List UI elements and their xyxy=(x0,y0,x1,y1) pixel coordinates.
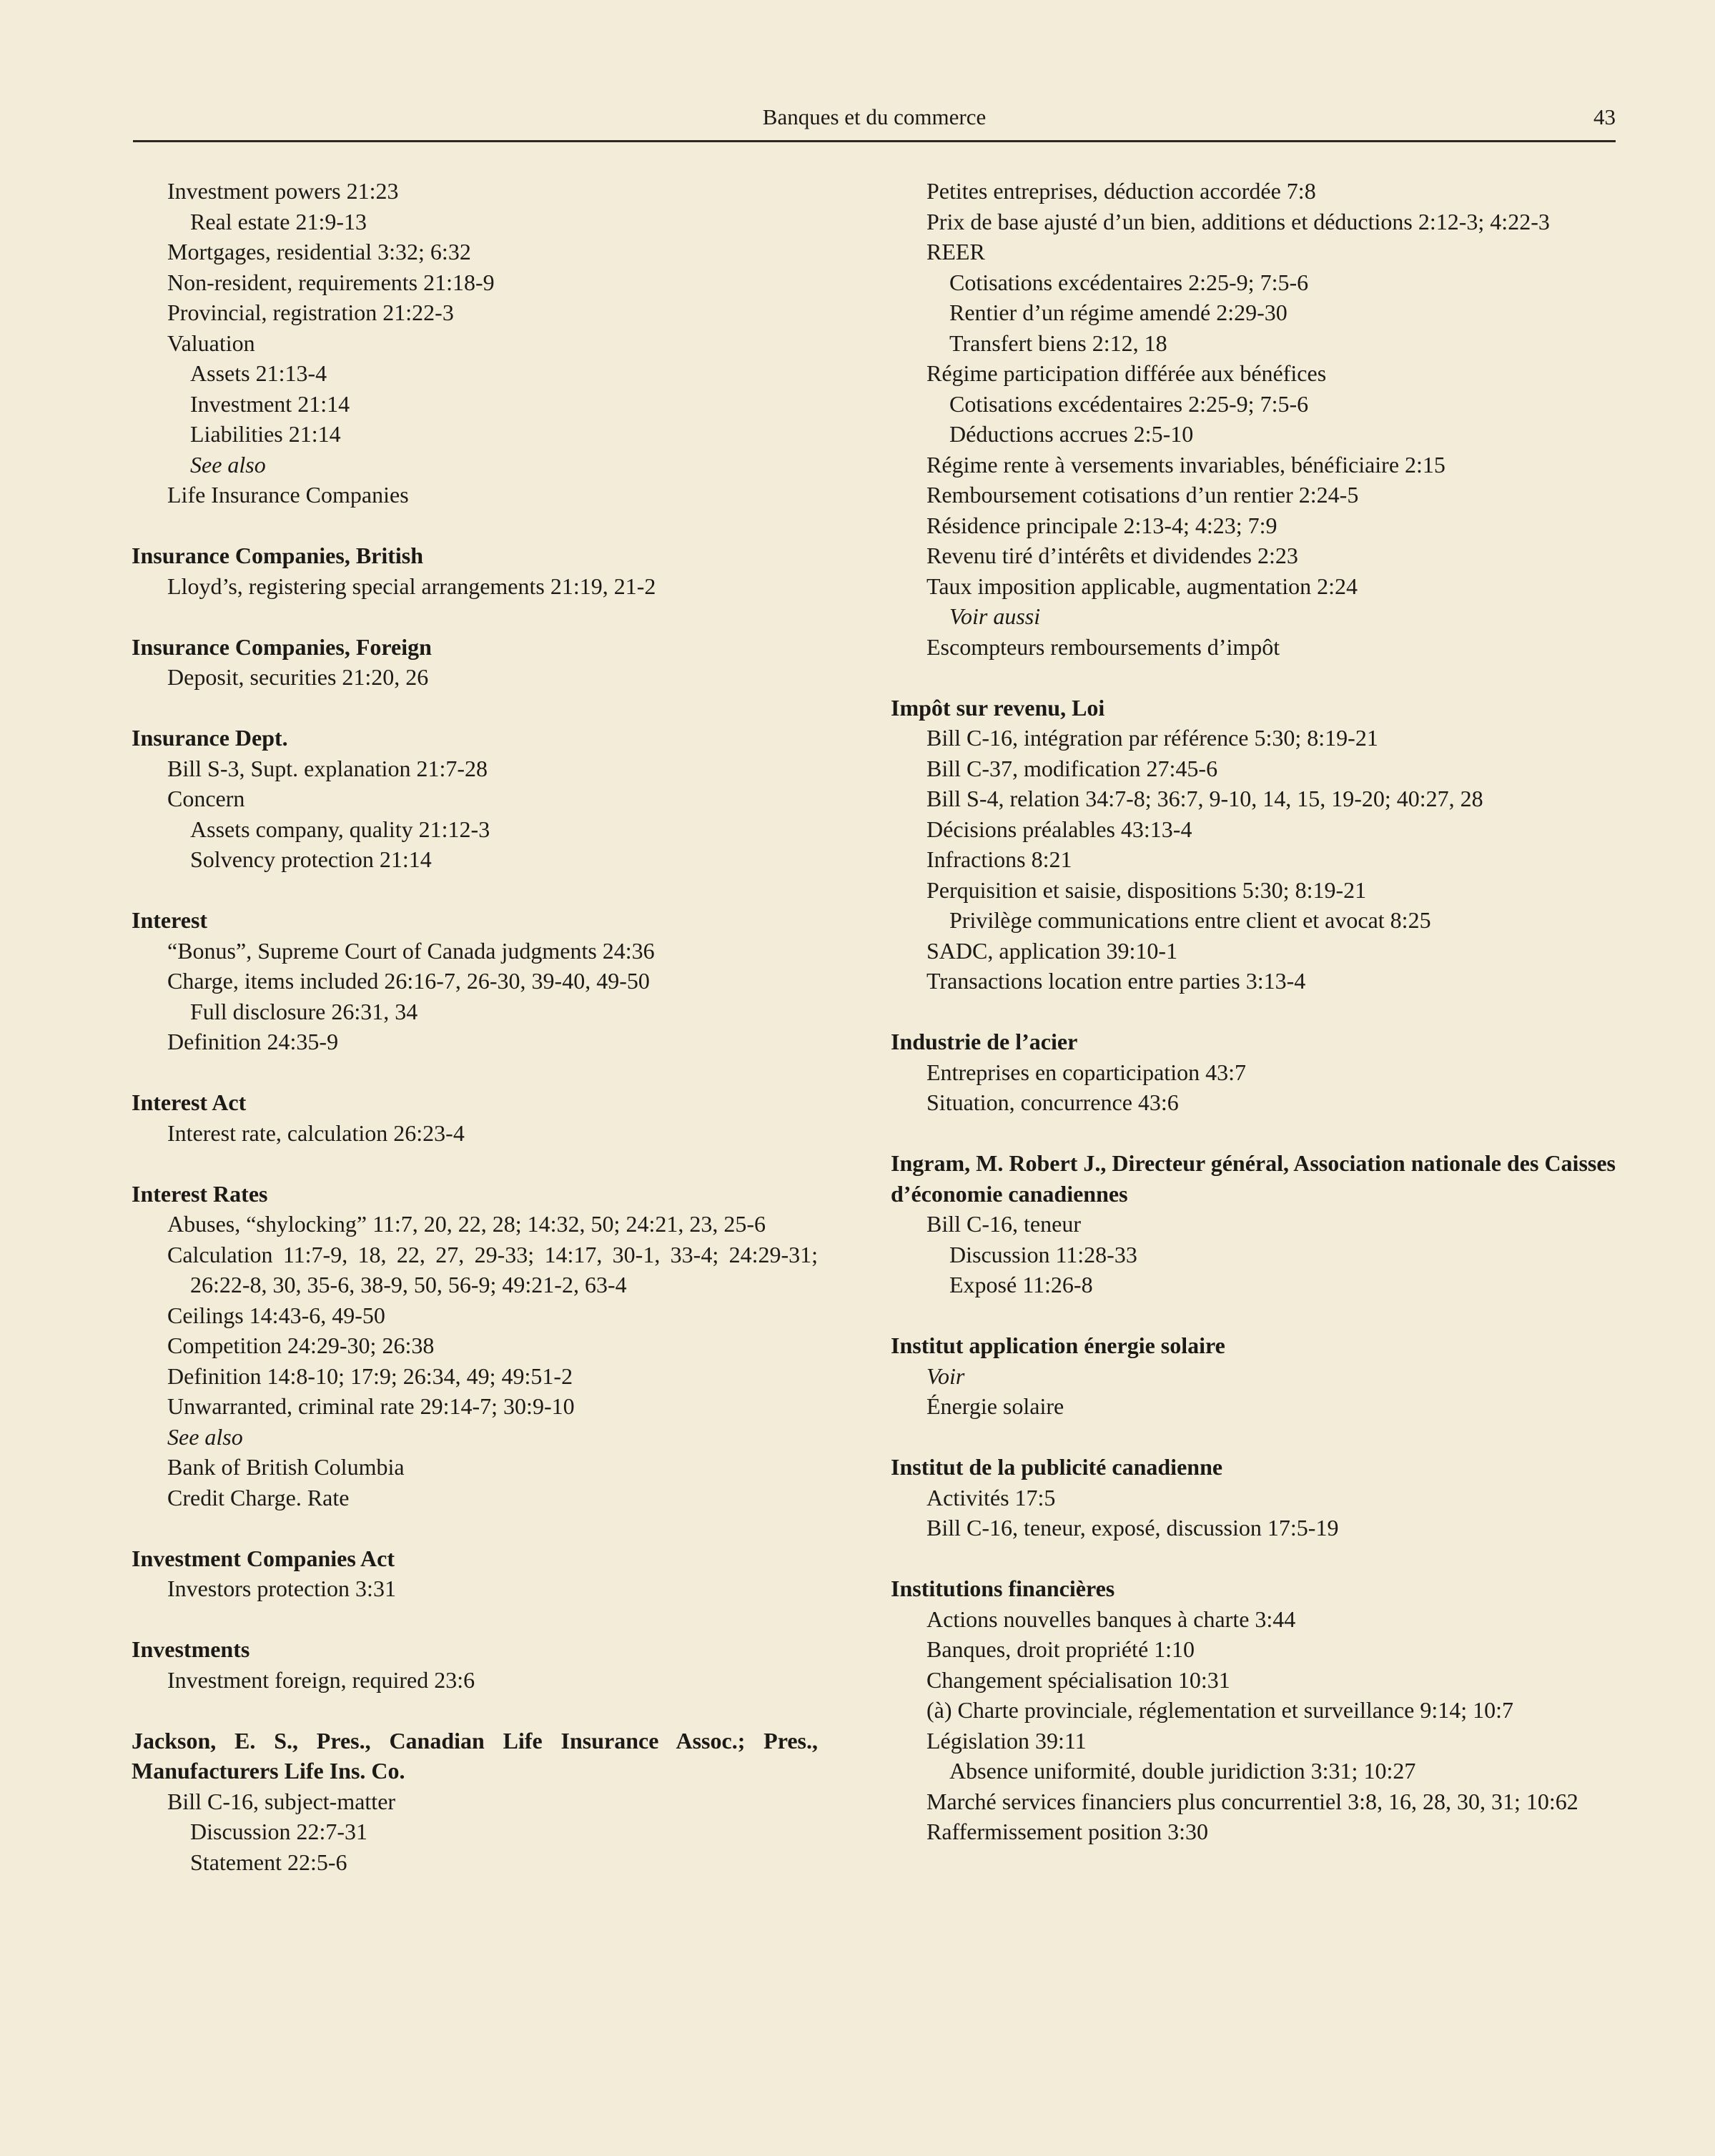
subentry-line: Bill C-37, modification 27:45-6 xyxy=(926,755,1218,781)
subentry-line: Perquisition et saisie, dispositions 5:30; 8:19-21 xyxy=(926,876,1367,903)
subentry-line: Abuses, “shylocking” 11:7, 20, 22, 28; 14:32, 50; 24:21, 23, 25-6 xyxy=(167,1211,766,1237)
entry-heading: Industrie de l’acier xyxy=(891,1029,1078,1054)
index-entry xyxy=(132,1087,818,1148)
subentry-line: Investors protection 3:31 xyxy=(167,1576,396,1601)
subentry-line: Definition 24:35-9 xyxy=(167,1029,339,1054)
subentry-line: Entreprises en coparticipation 43:7 xyxy=(926,1059,1246,1085)
index-entry xyxy=(891,693,1616,997)
subentry-line: Calculation 11:7-9, 18, 22, 27, 29-33; 14:17, 30-1, 33-4; 24:29-31; 26:22-8, 30, 35-6, 38-9, 50, 56-9; 49:21-2, 63-4 xyxy=(167,1241,818,1297)
subentry-line: Transactions location entre parties 3:13-4 xyxy=(926,968,1306,994)
entry-heading: Interest Act xyxy=(132,1089,247,1115)
sub-subentry-line: Transfert biens 2:12, 18 xyxy=(949,330,1167,356)
subentry-line: Non-resident, requirements 21:18-9 xyxy=(167,269,495,295)
page-header xyxy=(133,100,1616,142)
subentry-line: Changement spécialisation 10:31 xyxy=(926,1666,1230,1693)
sub-subentry-line: Investment 21:14 xyxy=(190,390,350,417)
sub-subentry-line: Statement 22:5-6 xyxy=(190,1849,347,1875)
index-entry xyxy=(132,632,818,693)
subentry-line: Definition 14:8-10; 17:9; 26:34, 49; 49:51-2 xyxy=(167,1363,573,1389)
subentry-line: Infractions 8:21 xyxy=(926,846,1072,872)
index-entry xyxy=(132,1543,818,1604)
subentry-line: Interest rate, calculation 26:23-4 xyxy=(167,1119,465,1146)
subentry-line: REER xyxy=(926,239,985,264)
subentry-line: Régime rente à versements invariables, bénéficiaire 2:15 xyxy=(926,451,1445,478)
subentry-line: Competition 24:29-30; 26:38 xyxy=(167,1332,435,1358)
sub-subentry-line: Assets 21:13-4 xyxy=(190,360,327,386)
sub-subentry-line: Real estate 21:9-13 xyxy=(190,208,367,234)
sub-subentry-line: Full disclosure 26:31, 34 xyxy=(190,998,418,1024)
subentry-line: Ceilings 14:43-6, 49-50 xyxy=(167,1302,385,1328)
subentry-line: Valuation xyxy=(167,330,255,356)
subentry-line: Revenu tiré d’intérêts et dividendes 2:23 xyxy=(926,543,1298,568)
entry-heading: Insurance Dept. xyxy=(132,725,288,751)
subentry-line: Deposit, securities 21:20, 26 xyxy=(167,664,429,690)
subentry-line: Remboursement cotisations d’un rentier 2:24-5 xyxy=(926,482,1359,508)
index-entry xyxy=(891,1330,1616,1422)
subentry-line: Life Insurance Companies xyxy=(167,482,409,508)
index-entry xyxy=(132,1726,818,1878)
subentry-line: Bank of British Columbia xyxy=(167,1454,405,1480)
sub-subentry-line: Exposé 11:26-8 xyxy=(949,1272,1093,1297)
subentry-line: “Bonus”, Supreme Court of Canada judgments 24:36 xyxy=(167,937,655,964)
subentry-line: Législation 39:11 xyxy=(926,1727,1087,1754)
subentry-line: Prix de base ajusté d’un bien, additions et déductions 2:12-3; 4:22-3 xyxy=(926,208,1550,234)
subentry-line: SADC, application 39:10-1 xyxy=(926,937,1178,964)
subentry-line: Activités 17:5 xyxy=(926,1484,1056,1510)
subentry-line: Marché services financiers plus concurrentiel 3:8, 16, 28, 30, 31; 10:62 xyxy=(926,1788,1578,1814)
subentry-line: Régime participation différée aux bénéfices xyxy=(926,360,1327,386)
sub-subentry-line: Solvency protection 21:14 xyxy=(190,846,432,872)
entry-heading: Institut de la publicité canadienne xyxy=(891,1454,1223,1480)
subentry-line: Actions nouvelles banques à charte 3:44 xyxy=(926,1606,1296,1632)
sub-subentry-line: Assets company, quality 21:12-3 xyxy=(190,816,490,842)
entry-heading: Institutions financières xyxy=(891,1576,1115,1601)
entry-heading: Insurance Companies, Foreign xyxy=(132,633,432,660)
index-entry xyxy=(132,1634,818,1695)
index-entry xyxy=(891,1027,1616,1118)
subentry-line: Bill S-3, Supt. explanation 21:7-28 xyxy=(167,755,488,781)
subentry-line: Raffermissement position 3:30 xyxy=(926,1819,1209,1844)
subentry-line: See also xyxy=(167,1423,243,1450)
sub-subentry-line: Rentier d’un régime amendé 2:29-30 xyxy=(949,300,1288,325)
entry-heading: Interest Rates xyxy=(132,1180,268,1207)
sub-subentry-line: See also xyxy=(190,451,266,478)
sub-subentry-line: Liabilities 21:14 xyxy=(190,421,341,447)
subentry-line: Bill S-4, relation 34:7-8; 36:7, 9-10, 14, 15, 19-20; 40:27, 28 xyxy=(926,786,1483,811)
subentry-line: Mortgages, residential 3:32; 6:32 xyxy=(167,239,471,264)
subentry-line: Credit Charge. Rate xyxy=(167,1484,350,1510)
sub-subentry-line: Discussion 22:7-31 xyxy=(190,1819,367,1844)
index-entry xyxy=(891,1452,1616,1543)
index-entry xyxy=(132,176,818,510)
index-entry xyxy=(891,1573,1616,1847)
subentry-line: Investment powers 21:23 xyxy=(167,178,399,204)
sub-subentry-line: Absence uniformité, double juridiction 3:31; 10:27 xyxy=(949,1758,1416,1784)
sub-subentry-line: Cotisations excédentaires 2:25-9; 7:5-6 xyxy=(949,269,1309,295)
subentry-line: Unwarranted, criminal rate 29:14-7; 30:9-10 xyxy=(167,1393,575,1419)
subentry-line: Bill C-16, teneur, exposé, discussion 17:5-19 xyxy=(926,1515,1339,1541)
index-entry xyxy=(132,540,818,601)
subentry-line: (à) Charte provinciale, réglementation et surveillance 9:14; 10:7 xyxy=(926,1697,1514,1723)
right-index-column xyxy=(891,176,1616,1877)
index-entry xyxy=(132,905,818,1057)
subentry-line: Bill C-16, subject-matter xyxy=(167,1788,396,1814)
left-index-column xyxy=(132,176,818,1908)
entry-heading: Ingram, M. Robert J., Directeur général, Association nationale des Caisses d’économie canadiennes xyxy=(891,1150,1616,1207)
subentry-line: Investment foreign, required 23:6 xyxy=(167,1666,475,1693)
index-entry xyxy=(891,1148,1616,1300)
subentry-line: Bill C-16, teneur xyxy=(926,1211,1081,1237)
page-number: 43 xyxy=(1593,104,1616,129)
index-entry xyxy=(891,176,1616,662)
subentry-line: Résidence principale 2:13-4; 4:23; 7:9 xyxy=(926,512,1277,538)
entry-heading: Institut application énergie solaire xyxy=(891,1332,1225,1358)
index-entry xyxy=(132,1179,818,1513)
subentry-line: Provincial, registration 21:22-3 xyxy=(167,300,454,325)
entry-heading: Investments xyxy=(132,1636,250,1662)
entry-heading: Jackson, E. S., Pres., Canadian Life Insurance Assoc.; Pres., Manufacturers Life Ins. Co. xyxy=(132,1727,818,1784)
entry-heading: Investment Companies Act xyxy=(132,1545,395,1571)
index-entry xyxy=(132,723,818,875)
subentry-line: Banques, droit propriété 1:10 xyxy=(926,1636,1195,1662)
subentry-line: Charge, items included 26:16-7, 26-30, 39-40, 49-50 xyxy=(167,968,650,994)
sub-subentry-line: Voir aussi xyxy=(949,603,1041,629)
subentry-line: Taux imposition applicable, augmentation 2:24 xyxy=(926,573,1358,599)
subentry-line: Bill C-16, intégration par référence 5:30; 8:19-21 xyxy=(926,725,1378,751)
sub-subentry-line: Discussion 11:28-33 xyxy=(949,1241,1137,1267)
entry-heading: Insurance Companies, British xyxy=(132,543,424,568)
subentry-line: Concern xyxy=(167,786,245,811)
running-title: Banques et du commerce xyxy=(762,104,987,129)
subentry-line: Escompteurs remboursements d’impôt xyxy=(926,633,1280,660)
sub-subentry-line: Cotisations excédentaires 2:25-9; 7:5-6 xyxy=(949,390,1309,417)
sub-subentry-line: Déductions accrues 2:5-10 xyxy=(949,421,1194,447)
subentry-line: Énergie solaire xyxy=(926,1393,1064,1419)
entry-heading: Impôt sur revenu, Loi xyxy=(891,694,1105,721)
subentry-line: Voir xyxy=(926,1363,965,1389)
subentry-line: Décisions préalables 43:13-4 xyxy=(926,816,1192,842)
subentry-line: Lloyd’s, registering special arrangements 21:19, 21-2 xyxy=(167,573,656,599)
subentry-line: Petites entreprises, déduction accordée 7:8 xyxy=(926,178,1316,204)
subentry-line: Situation, concurrence 43:6 xyxy=(926,1089,1179,1115)
entry-heading: Interest xyxy=(132,907,208,933)
sub-subentry-line: Privilège communications entre client et avocat 8:25 xyxy=(949,907,1431,933)
